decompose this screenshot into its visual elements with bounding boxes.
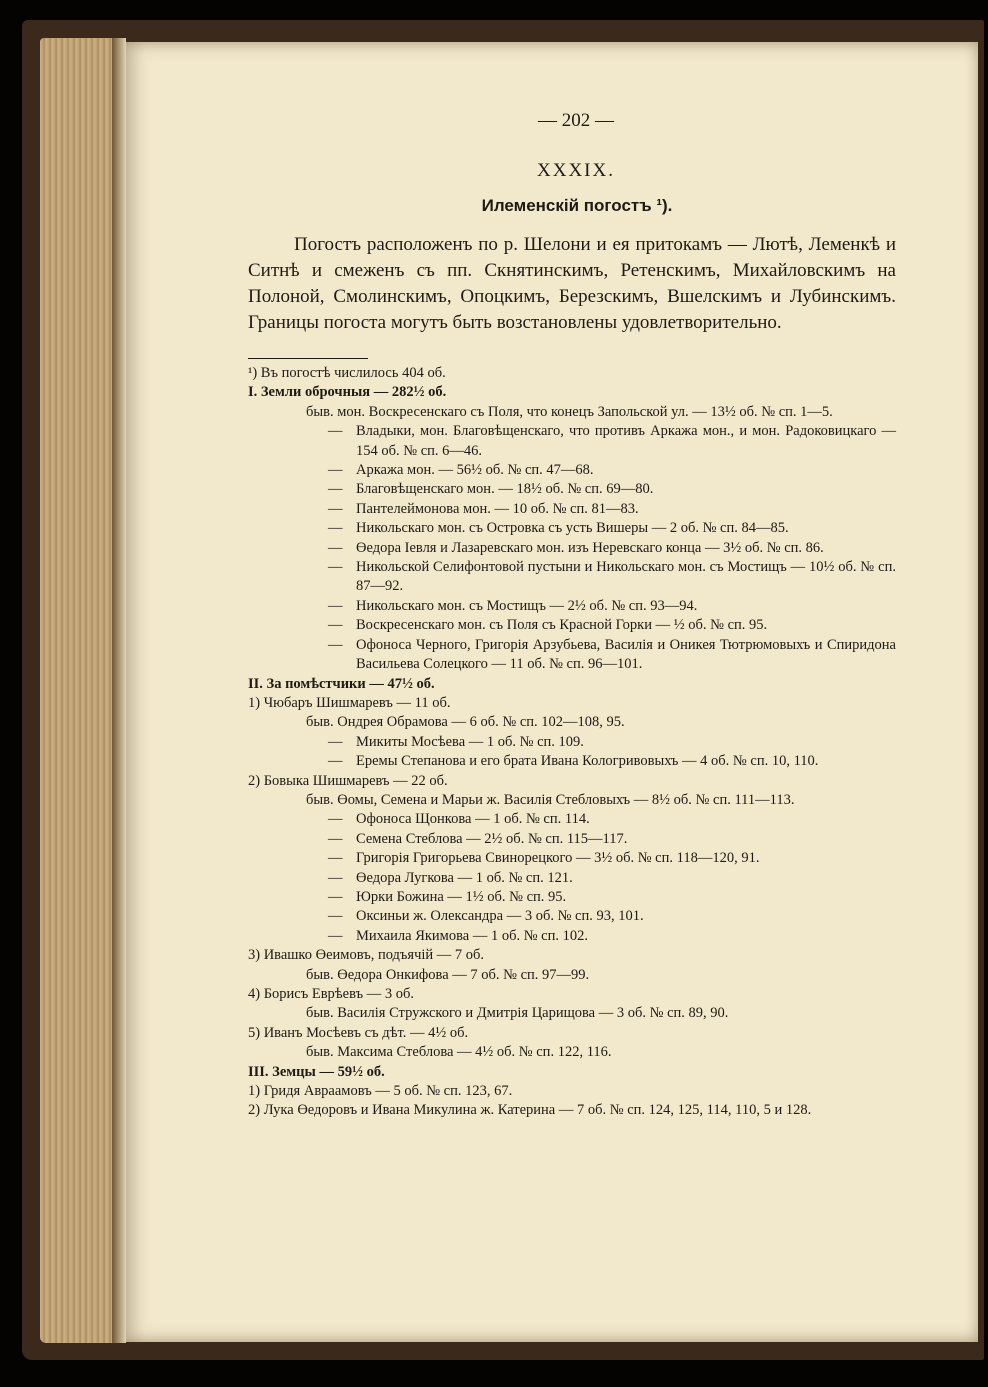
- footnote-line: 1) Чюбаръ Шишмаревъ — 11 об.: [248, 694, 451, 711]
- gutter-shadow: [112, 38, 126, 1343]
- footnote-line: — Никольскаго мон. съ Мостищъ — 2½ об. № сп. 93—94.: [248, 597, 896, 616]
- footnote-line: — Никольской Селифонтовой пустыни и Никольскаго мон. съ Мостищъ — 10½ об. № сп. 87—92.: [248, 558, 896, 597]
- footnote-line: ¹) Въ погостѣ числилось 404 об.: [248, 365, 446, 381]
- footnote-rule: [248, 358, 368, 359]
- footnote-line: быв. Максима Стеблова — 4½ об. № сп. 122, 116.: [306, 1044, 612, 1061]
- page-text: [248, 110, 896, 1121]
- footnote-line: — Благовѣщенскаго мон. — 18½ об. № сп. 69—80.: [248, 480, 896, 499]
- footnote-line: быв. Өедора Онкифова — 7 об. № сп. 97—99.: [306, 966, 590, 983]
- footnote-line: 2) Лука Өедоровъ и Ивана Микулина ж. Катерина — 7 об. № сп. 124, 125, 114, 110, 5 и 128.: [248, 1102, 812, 1119]
- footnote-line: — Офоноса Щонкова — 1 об. № сп. 114.: [248, 810, 896, 829]
- footnote-line: — Юрки Божина — 1½ об. № сп. 95.: [248, 888, 896, 907]
- page-number: — 202 —: [538, 110, 614, 131]
- footnote-line: 4) Борисъ Еврѣевъ — 3 об.: [248, 986, 414, 1002]
- footnote-line: — Оксиньи ж. Олександра — 3 об. № сп. 93, 101.: [248, 907, 896, 926]
- footnote-line: 5) Иванъ Мосѣевъ съ дѣт. — 4½ об.: [248, 1024, 469, 1041]
- footnote-line: быв. Өомы, Семена и Марьи ж. Василія Стебловыхъ — 8½ об. № сп. 111—113.: [306, 791, 795, 808]
- footnote-line: — Семена Стеблова — 2½ об. № сп. 115—117.: [248, 830, 896, 849]
- footnote-line: — Офоноса Черного, Григорія Арзубьева, Василія и Оникея Тютрюмовыхъ и Спиридона Васильева Солецкого — 11 об. № сп. 96—101.: [248, 636, 896, 675]
- footnote-line: I. Земли оброчныя — 282½ об.: [248, 384, 447, 401]
- footnote-line: — Михаила Якимова — 1 об. № сп. 102.: [248, 927, 896, 946]
- footnote-list: [248, 364, 896, 1121]
- footnote-line: — Владыки, мон. Благовѣщенскаго, что противъ Аркажа мон., и мон. Радоковицкаго — 154 об. № сп. 6—46.: [248, 422, 896, 461]
- footnote-line: — Микиты Мосѣева — 1 об. № сп. 109.: [248, 733, 896, 752]
- footnote-line: — Өедора Лугкова — 1 об. № сп. 121.: [248, 869, 896, 888]
- footnote-line: — Еремы Степанова и его брата Ивана Кологривовыхъ — 4 об. № сп. 10, 110.: [248, 752, 896, 771]
- footnote-line: — Никольскаго мон. съ Островка съ усть Вишеры — 2 об. № сп. 84—85.: [248, 519, 896, 538]
- footnote-line: III. Земцы — 59½ об.: [248, 1063, 385, 1080]
- chapter-heading: XXXIX.: [537, 160, 615, 181]
- footnote-line: II. За помѣстчики — 47½ об.: [248, 675, 435, 692]
- page-edges: [40, 38, 122, 1343]
- footnote-line: 3) Ивашко Өеимовъ, подъячій — 7 об.: [248, 947, 485, 964]
- footnote-line: — Аркажа мон. — 56½ об. № сп. 47—68.: [248, 461, 896, 480]
- footnote-line: быв. мон. Воскресенскаго съ Поля, что конецъ Запольской ул. — 13½ об. № сп. 1—5.: [306, 403, 833, 420]
- intro-paragraph: Погостъ расположенъ по р. Шелони и ея притокамъ — Лютѣ, Леменкѣ и Ситнѣ и смеженъ съ пп. Скнятинскимъ, Ретенскимъ, Михайловскимъ на Полоной, Смолинскимъ, Опоцкимъ, Березскимъ, Вшелскимъ и Лубинскимъ. Границы погоста могутъ быть возстановлены удовлетворительно.: [248, 234, 896, 333]
- footnote-line: быв. Ондрея Обрамова — 6 об. № сп. 102—108, 95.: [306, 714, 625, 731]
- footnote-line: — Өедора Іевля и Лазаревскаго мон. изъ Неревскаго конца — 3½ об. № сп. 86.: [248, 539, 896, 558]
- footnote-line: 2) Бовыка Шишмаревъ — 22 об.: [248, 772, 448, 789]
- footnote-line: быв. Василія Стружского и Дмитрія Царищова — 3 об. № сп. 89, 90.: [306, 1005, 729, 1022]
- footnote-line: — Пантелеймонова мон. — 10 об. № сп. 81—83.: [248, 500, 896, 519]
- section-title: Илеменскій погостъ ¹).: [481, 196, 673, 215]
- footnote-line: — Воскресенскаго мон. съ Поля съ Красной Горки — ½ об. № сп. 95.: [248, 616, 896, 635]
- footnote-line: 1) Гридя Авраамовъ — 5 об. № сп. 123, 67.: [248, 1083, 513, 1100]
- footnote-line: — Григорія Григорьева Свинорецкого — 3½ об. № сп. 118—120, 91.: [248, 849, 896, 868]
